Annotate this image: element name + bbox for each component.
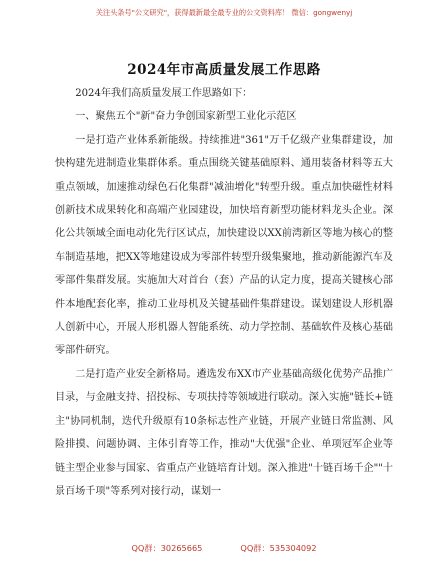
- qq-group-2: QQ群：535304092: [240, 543, 317, 553]
- body-paragraph-1: 一是打造产业体系新能级。持续推进"361"万千亿级产业集群建设，加快构建先进制造业集群体系。重点围绕关键基础原料、通用装备材料等五大重点领域，加速推动绿色石化集群"减油增化"转型升级。重点加快磁性材料创新技术成果转化和高端产业园建设，加快培育新型功能材料龙头企业。深化公共领域全面电动化先行区试点，加快建设以XX前湾新区等地为核心的整车制造基地，把XX等地建设成为零部件转型升级集聚地，推动新能源汽车及零部件集群发展。实施加大对首台（套）产品的认定力度，提高关键核心部件本地配套化率，推动工业母机及关键基础件集群建设。谋划建设人形机器人创新中心，开展人形机器人智能系统、动力学控制、基础软件及核心基础零部件研究。: [55, 134, 393, 357]
- qq-footer: [0, 543, 448, 554]
- body-paragraph-2: 二是打造产业安全新格局。遴选发布XX市产业基础高级化优势产品推广目录，与金融支持、招投标、专项扶持等领域进行联动。深入实施"链长+链主"协同机制，迭代升级原有10条标志性产业链，开展产业链日常监测、风险排摸、问题协调、主体引育等工作，推动"大优强"企业、单项冠军企业等链主型企业参与国家、省重点产业链培育计划。深入推进"十链百场千企""十景百场千项"等系列对接行动，谋划一: [55, 368, 393, 497]
- section-heading: 一、聚焦五个"新"奋力争创国家新型工业化示范区: [75, 111, 297, 123]
- intro-paragraph: 2024年我们高质量发展工作思路如下：: [75, 88, 253, 99]
- promo-header: 关注头条号"公文研究"，获得最新最全最专业的公文资料库！ 微信：gongwenyj: [95, 8, 353, 17]
- document-body: [55, 82, 393, 503]
- document-title: 2024年市高质量发展工作思路: [127, 62, 321, 78]
- qq-group-1: QQ群：30265665: [131, 543, 203, 553]
